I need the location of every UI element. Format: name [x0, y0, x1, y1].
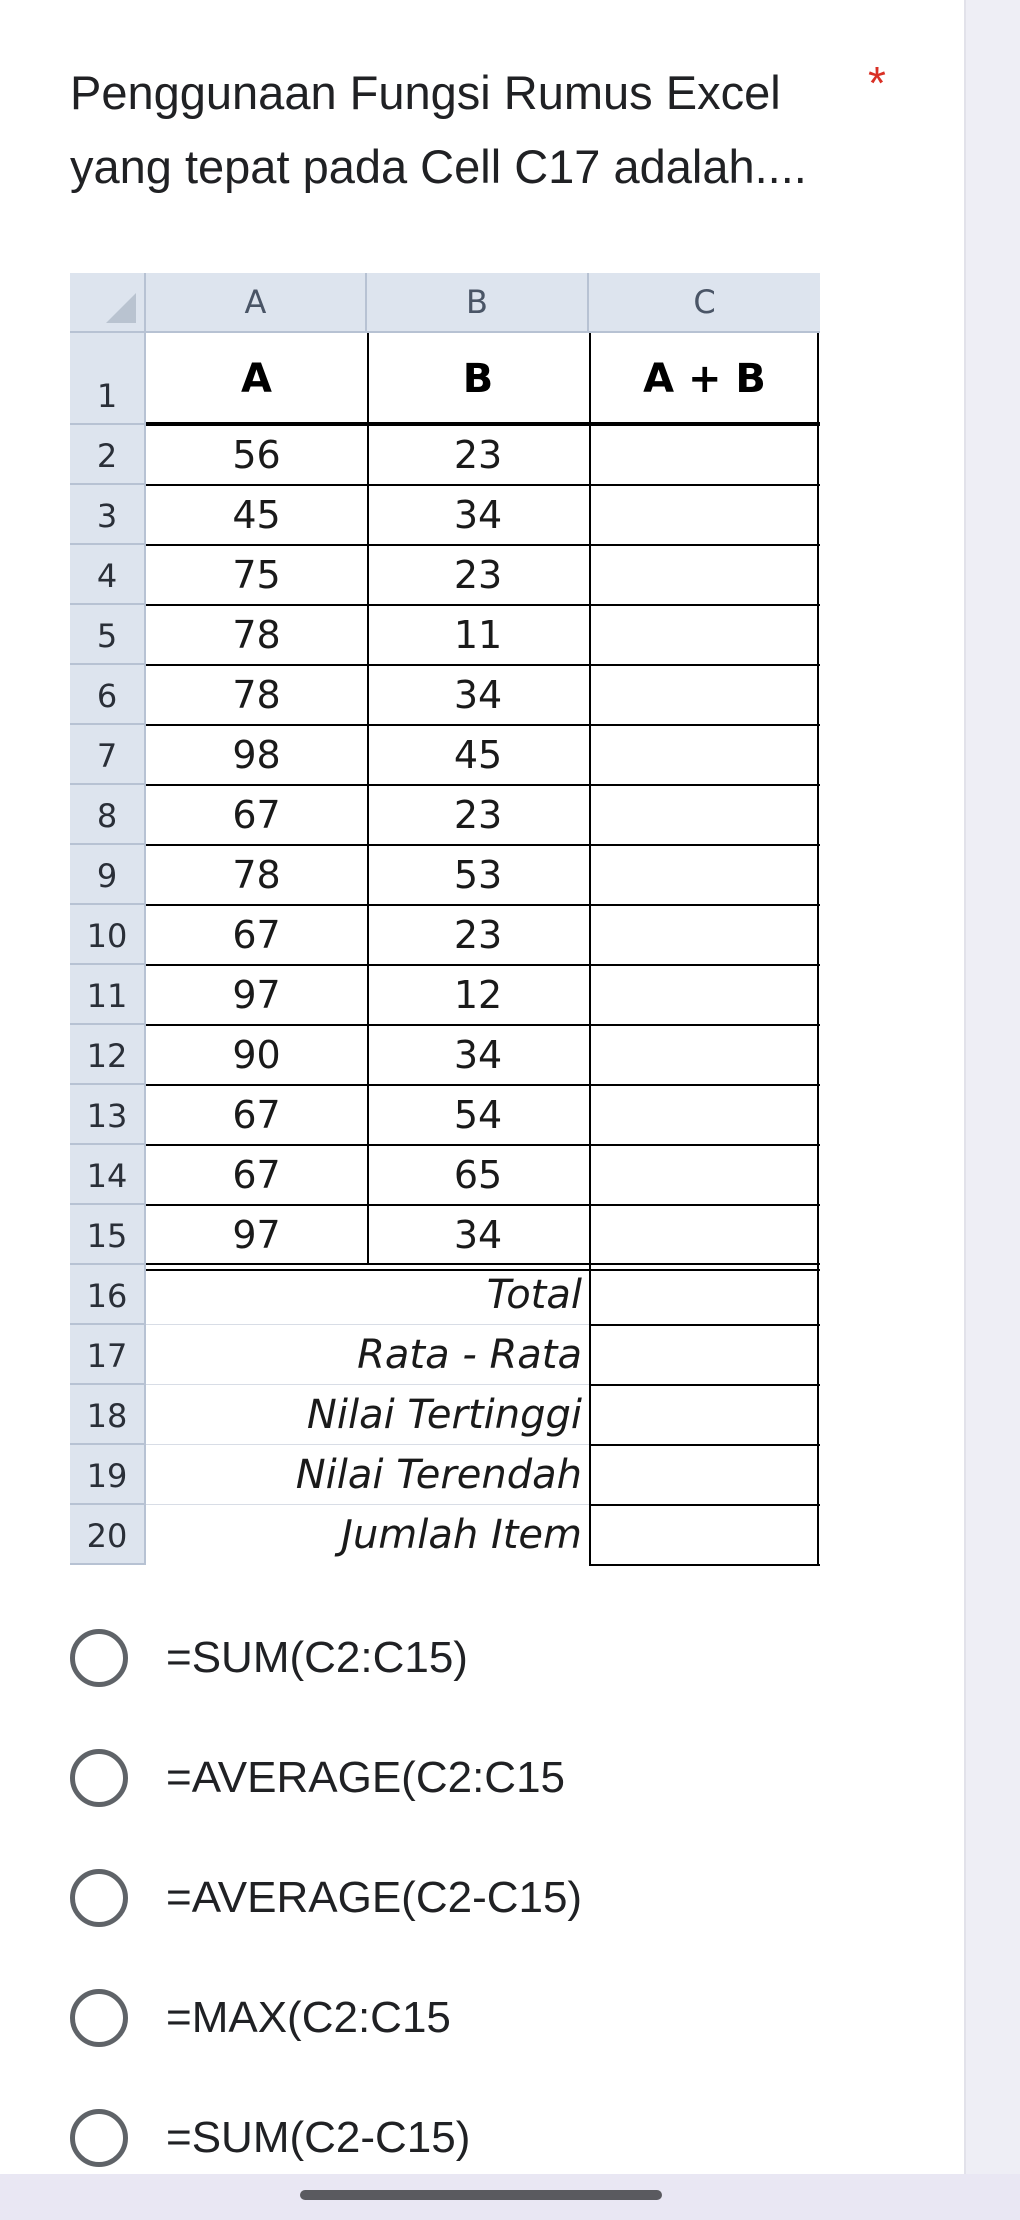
- cell-empty-c: [589, 1205, 820, 1265]
- radio-icon[interactable]: [70, 1989, 128, 2047]
- cell-value-b: 34: [453, 673, 503, 717]
- column-header-b: B: [367, 273, 589, 333]
- cell-border: [146, 1204, 820, 1206]
- row-header: 10: [70, 905, 146, 965]
- cell-border: [589, 1564, 820, 1566]
- summary-empty-c: [589, 1325, 820, 1385]
- radio-icon[interactable]: [70, 2109, 128, 2167]
- cell-value-a: 90: [232, 1033, 281, 1077]
- cell-value-b: 45: [453, 733, 503, 777]
- gridline: [146, 1324, 589, 1325]
- cell-value-b: 54: [453, 1093, 503, 1137]
- row-header: 18: [70, 1385, 146, 1445]
- gridline: [146, 1384, 589, 1385]
- cell-empty-c: [589, 725, 820, 785]
- cell-border: [146, 664, 820, 666]
- cell-border: [146, 1263, 820, 1265]
- column-header-c: C: [589, 273, 820, 333]
- option-label: =AVERAGE(C2-C15): [166, 1873, 583, 1922]
- cell-empty-c: [589, 665, 820, 725]
- option-label: =SUM(C2:C15): [166, 1633, 468, 1682]
- row-header: 4: [70, 545, 146, 605]
- cell-border: [146, 1084, 820, 1086]
- cell-border: [146, 1144, 820, 1146]
- cell-value-b: 34: [453, 1033, 503, 1077]
- cell-border: [146, 422, 820, 426]
- row-header: 11: [70, 965, 146, 1025]
- row-header: 6: [70, 665, 146, 725]
- cell-border: [589, 1384, 820, 1386]
- cell-value-a: 78: [232, 613, 281, 657]
- select-all-corner: [70, 273, 146, 333]
- cell-value-a: 67: [232, 1093, 281, 1137]
- cell-value-a: 56: [232, 433, 281, 477]
- row-header: 19: [70, 1445, 146, 1505]
- cell-value-b: 65: [453, 1153, 503, 1197]
- cell-border: [146, 784, 820, 786]
- cell-empty-c: [589, 605, 820, 665]
- cell-value-a: 97: [232, 973, 281, 1017]
- radio-icon[interactable]: [70, 1629, 128, 1687]
- cell-value-a: 78: [232, 673, 281, 717]
- cell-empty-c: [589, 785, 820, 845]
- cell-value-b: 11: [453, 613, 503, 657]
- column-header-a: A: [146, 273, 367, 333]
- cell-value-a: 78: [232, 853, 281, 897]
- cell-border: [146, 844, 820, 846]
- row-header: 9: [70, 845, 146, 905]
- radio-icon[interactable]: [70, 1869, 128, 1927]
- cell-value-a: 98: [232, 733, 281, 777]
- header-cell-a: A: [241, 356, 272, 402]
- header-cell-b: B: [462, 356, 494, 402]
- cell-border: [146, 1024, 820, 1026]
- option-max-range[interactable]: [70, 1983, 770, 2053]
- cell-value-b: 53: [453, 853, 503, 897]
- cell-border: [589, 1504, 820, 1506]
- row-header: 14: [70, 1145, 146, 1205]
- cell-empty-c: [589, 905, 820, 965]
- summary-empty-c: [589, 1445, 820, 1505]
- cell-value-a: 75: [232, 553, 281, 597]
- cell-border: [146, 544, 820, 546]
- cell-border: [146, 724, 820, 726]
- header-cell-c: A + B: [643, 356, 766, 402]
- option-label: =SUM(C2-C15): [166, 2113, 471, 2162]
- cell-value-b: 23: [453, 793, 503, 837]
- cell-value-b: 34: [453, 1213, 503, 1257]
- row-header: 12: [70, 1025, 146, 1085]
- row-header: 5: [70, 605, 146, 665]
- gridline: [146, 1504, 589, 1505]
- cell-empty-c: [589, 1145, 820, 1205]
- summary-label: Total: [486, 1272, 582, 1318]
- cell-border: [146, 1269, 820, 1271]
- cell-empty-c: [589, 425, 820, 485]
- cell-value-a: 67: [232, 1153, 281, 1197]
- row-header: 16: [70, 1265, 146, 1325]
- cell-border: [146, 904, 820, 906]
- option-average-range[interactable]: [70, 1743, 770, 1813]
- cell-value-b: 23: [453, 913, 503, 957]
- scrollbar-track[interactable]: [964, 0, 1020, 2174]
- cell-empty-c: [589, 965, 820, 1025]
- summary-label: Nilai Terendah: [295, 1452, 582, 1498]
- cell-value-a: 67: [232, 793, 281, 837]
- option-sum-minus[interactable]: [70, 2103, 770, 2173]
- option-label: =AVERAGE(C2:C15: [166, 1753, 566, 1802]
- cell-border: [589, 1324, 820, 1326]
- cell-border: [817, 333, 819, 1565]
- row-header: 1: [70, 333, 146, 425]
- summary-label: Nilai Tertinggi: [306, 1392, 582, 1438]
- row-header: 8: [70, 785, 146, 845]
- required-asterisk: *: [868, 57, 886, 109]
- cell-empty-c: [589, 1025, 820, 1085]
- cell-empty-c: [589, 545, 820, 605]
- summary-label: Rata - Rata: [357, 1332, 582, 1378]
- cell-empty-c: [589, 1085, 820, 1145]
- cell-border: [146, 484, 820, 486]
- cell-border: [589, 333, 591, 1565]
- cell-border: [146, 604, 820, 606]
- option-average-minus[interactable]: [70, 1863, 770, 1933]
- row-header: 2: [70, 425, 146, 485]
- gridline: [146, 1444, 589, 1445]
- cell-empty-c: [589, 485, 820, 545]
- home-indicator[interactable]: [300, 2190, 662, 2200]
- cell-value-b: 12: [453, 973, 503, 1017]
- summary-label: Jumlah Item: [341, 1512, 582, 1558]
- row-header: 17: [70, 1325, 146, 1385]
- cell-value-b: 23: [453, 433, 503, 477]
- row-header: 20: [70, 1505, 146, 1565]
- spreadsheet-image: [70, 273, 820, 1588]
- summary-empty-c: [589, 1505, 820, 1565]
- row-header: 7: [70, 725, 146, 785]
- radio-icon[interactable]: [70, 1749, 128, 1807]
- cell-value-a: 97: [232, 1213, 281, 1257]
- row-header: 13: [70, 1085, 146, 1145]
- option-label: =MAX(C2:C15: [166, 1993, 451, 2042]
- cell-border: [367, 333, 369, 1265]
- question-title: Penggunaan Fungsi Rumus Excel yang tepat pada Cell C17 adalah....: [70, 66, 807, 193]
- cell-value-b: 23: [453, 553, 503, 597]
- cell-border: [146, 964, 820, 966]
- row-header: 3: [70, 485, 146, 545]
- row-header: 15: [70, 1205, 146, 1265]
- cell-empty-c: [589, 845, 820, 905]
- summary-empty-c: [589, 1265, 820, 1325]
- cell-value-a: 45: [232, 493, 281, 537]
- cell-border: [589, 1444, 820, 1446]
- cell-value-a: 67: [232, 913, 281, 957]
- option-sum-range[interactable]: [70, 1623, 770, 1693]
- cell-value-b: 34: [453, 493, 503, 537]
- summary-empty-c: [589, 1385, 820, 1445]
